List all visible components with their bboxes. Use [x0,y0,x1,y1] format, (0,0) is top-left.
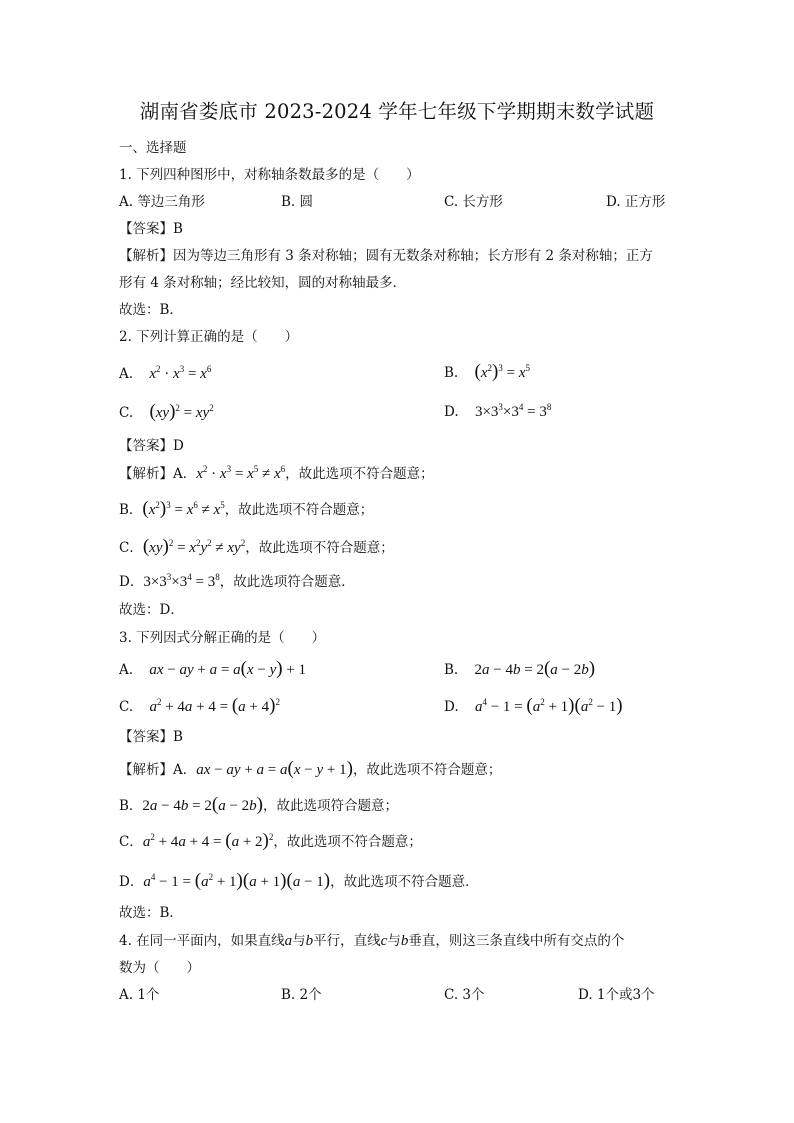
q4-option-d: D. 1个或3个 [578,987,655,1003]
q2-analysis-a: 【解析】A．$x^2 \cdot x^3 = x^5 \ne x^6$，故此选项不符合题意； [119,464,434,482]
q3-option-d: D. $a^4 - 1 = (a^2 + 1)(a^2 - 1)$ [444,695,623,716]
q1-option-a: A. 等边三角形 [119,194,205,210]
q3-option-d-label: D. [444,699,459,715]
q3-option-a-label: A. [119,662,134,678]
page-title: 湖南省娄底市 2023-2024 学年七年级下学期期末数学试题 [139,100,655,123]
q2-option-a: A. $x^2 \cdot x^3 = x^6$ [119,364,212,382]
q4-stem-part2: 与 [292,933,306,949]
q4-var-b2: b [400,933,409,949]
q3-option-b: B. 2a − 4b = 2(a − 2b) [444,658,596,679]
q2-option-a-label: A. [119,366,134,382]
q3-analysis-c: C．$a^2 + 4a + 4 = (a + 2)^2$，故此选项不符合题意； [119,830,422,851]
q2-analysis-a-prefix: 【解析】A． [119,466,197,482]
q4-var-c: c [380,933,388,949]
section-heading: 一、选择题 [119,140,187,156]
q3-analysis-b-prefix: B． [119,798,143,814]
q4-var-b: b [305,933,314,949]
q4-option-b: B. 2个 [281,987,322,1003]
q4-stem-part4: 与 [387,933,401,949]
q3-analysis-c-suffix: ，故此选项不符合题意； [273,834,422,850]
q2-analysis-c-suffix: ，故此选项不符合题意； [245,540,394,556]
q4-var-a: a [284,933,293,949]
q2-choose: 故选：D． [119,602,184,618]
q1-option-c: C. 长方形 [444,194,503,210]
q3-option-c-label: C. [119,699,134,715]
q2-stem: 2. 下列计算正确的是（ ） [119,329,299,345]
q1-answer: 【答案】B [119,221,183,237]
q2-option-c-label: C. [119,405,134,421]
q2-option-b-label: B. [444,365,459,381]
q2-analysis-b: B．$(x^2)^3 = x^6 \ne x^5$，故此选项不符合题意； [119,498,374,519]
q2-analysis-d: D．$3\times 3^3\times 3^4 = 3^8$，故此选项符合题意． [119,572,355,590]
q3-analysis-a: 【解析】A．ax − ay + a = a(x − y + 1)，故此选项不符合题意； [119,758,502,779]
q2-analysis-c-prefix: C． [119,540,143,556]
q1-stem: 1. 下列四种图形中，对称轴条数最多的是（ ） [119,167,420,183]
q2-analysis-d-prefix: D． [119,574,144,590]
q2-analysis-c: C．$(xy)^2 = x^2y^2 \ne xy^2$，故此选项不符合题意； [119,536,394,557]
q3-analysis-c-prefix: C． [119,834,143,850]
q4-stem-line1 [119,931,624,951]
q3-analysis-a-prefix: 【解析】A． [119,762,197,778]
q2-analysis-a-suffix: ，故此选项不符合题意； [285,466,434,482]
q3-analysis-d-suffix: ，故此选项不符合题意． [330,874,479,890]
q3-analysis-b: B．2a − 4b = 2(a − 2b)，故此选项符合题意； [119,794,398,815]
q3-analysis-d-prefix: D． [119,874,144,890]
q2-answer: 【答案】D [119,438,184,454]
q3-analysis-b-suffix: ，故此选项符合题意； [262,798,398,814]
q4-stem-part3: 平行，直线 [313,933,381,949]
q2-option-b: B. $(x^2)^3 = x^5$ [444,361,530,382]
q2-option-d: D. $3\times 3^3\times 3^4 = 3^8$ [444,402,552,420]
q1-option-d: D. 正方形 [606,194,666,210]
q2-analysis-b-suffix: ，故此选项不符合题意； [224,502,374,518]
q3-stem: 3. 下列因式分解正确的是（ ） [119,630,326,646]
q2-option-d-label: D. [444,404,459,420]
q3-analysis-a-suffix: ，故此选项不符合题意； [352,762,502,778]
q3-option-c: C. $a^2 + 4a + 4 = (a + 4)^2$ [119,695,280,716]
q4-stem-part5: 垂直，则这三条直线中所有交点的个 [408,933,625,949]
q4-option-c: C. 3个 [444,987,485,1003]
q2-analysis-b-prefix: B． [119,502,143,518]
q4-stem-line2: 数为（ ） [119,960,200,976]
q3-choose: 故选：B． [119,905,183,921]
q2-analysis-d-suffix: ，故此选项符合题意． [219,574,355,590]
q4-stem-part1: 4. 在同一平面内，如果直线 [119,933,285,949]
q3-answer: 【答案】B [119,729,183,745]
q4-option-a: A. 1个 [119,987,160,1003]
q1-choose: 故选：B． [119,302,183,318]
q1-analysis-line2: 形有 4 条对称轴；经比较知，圆的对称轴最多． [119,275,407,291]
q3-analysis-d: D．$a^4 - 1 = (a^2 + 1)(a + 1)(a - 1)$，故此选项不符合题意． [119,870,479,891]
q2-option-c: C. $(xy)^2 = xy^2$ [119,401,214,422]
q3-option-b-label: B. [444,662,459,678]
q3-option-a: A. ax − ay + a = a(x − y) + 1 [119,658,307,679]
q1-analysis-line1: 【解析】因为等边三角形有 3 条对称轴；圆有无数条对称轴；长方形有 2 条对称轴；正方 [119,248,653,264]
q1-option-b: B. 圆 [281,194,314,210]
